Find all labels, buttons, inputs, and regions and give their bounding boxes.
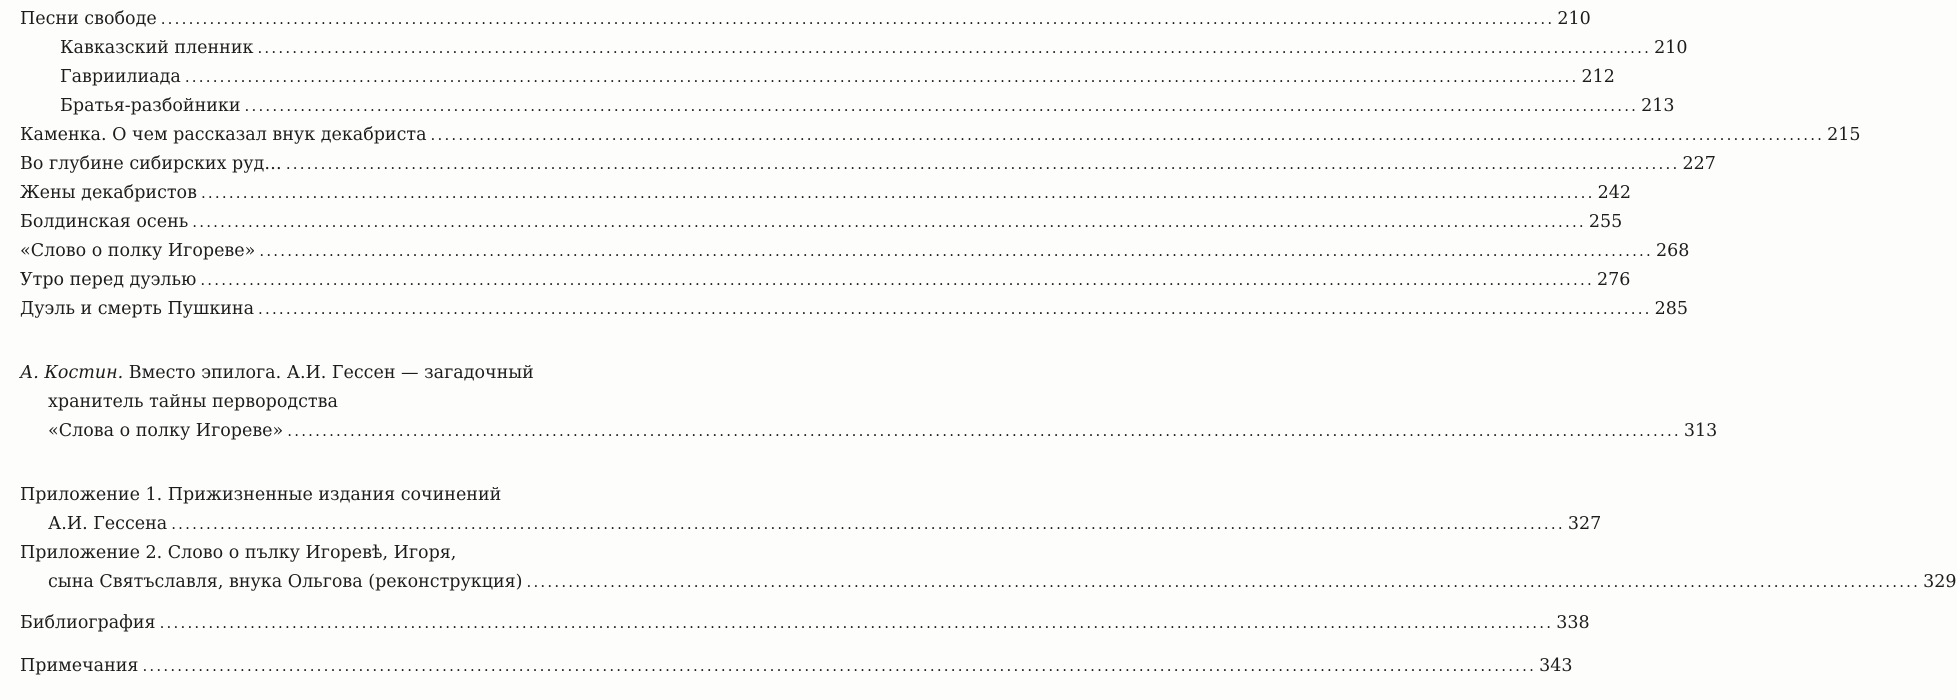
leader-dots: ........................................................................................................................................................................................................ (171, 515, 1565, 533)
notes-entry (20, 647, 1573, 677)
leader-dots: ........................................................................................................................................................................................................ (200, 271, 1594, 289)
leader-dots: ........................................................................................................................................................................................................ (184, 68, 1579, 86)
toc-entry (20, 290, 1689, 320)
toc-subentry (60, 29, 1688, 59)
toc-entry-page: 276 (1596, 270, 1631, 290)
toc-entry-page: 285 (1654, 299, 1689, 319)
leader-dots: ........................................................................................................................................................................................................ (526, 573, 1921, 591)
notes-title: Примечания (20, 656, 139, 676)
leader-dots: ........................................................................................................................................................................................................ (244, 97, 1639, 115)
epilogue-entry-line (48, 412, 1718, 442)
toc-entry-page: 255 (1588, 212, 1623, 232)
toc-entry-title: Во глубине сибирских руд… (20, 154, 282, 174)
leader-dots: ........................................................................................................................................................................................................ (430, 126, 1825, 144)
toc-entry-title: Песни свободе (20, 9, 157, 29)
toc-subentry (60, 58, 1615, 88)
leader-dots: ........................................................................................................................................................................................................ (159, 614, 1554, 632)
toc-entry-page: 227 (1682, 154, 1716, 174)
leader-dots: ........................................................................................................................................................................................................ (192, 213, 1586, 231)
leader-dots: ........................................................................................................................................................................................................ (200, 184, 1595, 202)
appendix2-entry-line (48, 563, 1957, 593)
epilogue-entry-line (20, 354, 594, 384)
leader-dots: ........................................................................................................................................................................................................ (259, 242, 1653, 260)
toc-entry (20, 232, 1690, 262)
appendix2-title-part1: Приложение 2. Слово о пълку Игоревѣ, Игоря, (20, 543, 457, 563)
toc-entry-page: 268 (1655, 241, 1690, 261)
leader-dots: ........................................................................................................................................................................................................ (257, 39, 1652, 57)
bibliography-title: Библиография (20, 613, 156, 633)
toc-entry (20, 261, 1631, 291)
toc-entry-page: 210 (1557, 9, 1591, 29)
epilogue-title-part1: Вместо эпилога. А.И. Гессен — загадочный (128, 363, 534, 383)
appendix2-title-part2: сына Святъславля, внука Ольгова (реконструкция) (48, 572, 523, 592)
toc-entry-title: Жены декабристов (20, 183, 197, 203)
toc-entry-page: 210 (1654, 38, 1688, 58)
toc-entry (20, 203, 1623, 233)
leader-dots: ........................................................................................................................................................................................................ (285, 155, 1680, 173)
toc-entry-page: 242 (1597, 183, 1631, 203)
toc-entry-title: Кавказский пленник (60, 38, 254, 58)
epilogue-title-part2: хранитель тайны первородства (48, 392, 338, 412)
bibliography-entry (20, 604, 1590, 634)
toc-entry (20, 116, 1861, 146)
toc-entry-title: Болдинская осень (20, 212, 189, 232)
leader-dots: ........................................................................................................................................................................................................ (258, 300, 1652, 318)
appendix1-entry-line (20, 476, 594, 506)
bibliography-page: 338 (1556, 613, 1590, 633)
leader-dots: ........................................................................................................................................................................................................ (160, 10, 1555, 28)
epilogue-title-part3: «Слова о полку Игореве» (48, 421, 284, 441)
toc-entry-page: 213 (1641, 96, 1675, 116)
toc-entry (20, 0, 1591, 30)
toc-entry-title: Дуэль и смерть Пушкина (20, 299, 255, 319)
toc-entry-title: Гавриилиада (60, 67, 181, 87)
toc-entry (20, 174, 1631, 204)
toc-entry-page: 215 (1827, 125, 1861, 145)
epilogue-page: 313 (1683, 421, 1718, 441)
epilogue-title-line (20, 362, 534, 384)
toc-entry (20, 145, 1716, 175)
appendix1-title-part2: А.И. Гессена (48, 514, 168, 534)
epilogue-author: А. Костин. (20, 363, 124, 383)
appendix2-entry-line (20, 534, 594, 564)
toc-entry-title: Братья-разбойники (60, 96, 241, 116)
toc-entry-title: «Слово о полку Игореве» (20, 241, 256, 261)
appendix1-title-part1: Приложение 1. Прижизненные издания сочинений (20, 485, 502, 505)
appendix1-entry-line (48, 505, 1602, 535)
toc-entry-page: 212 (1581, 67, 1615, 87)
leader-dots: ........................................................................................................................................................................................................ (142, 657, 1537, 675)
toc-subentry (60, 87, 1675, 117)
toc-entry-title: Каменка. О чем рассказал внук декабриста (20, 125, 427, 145)
leader-dots: ........................................................................................................................................................................................................ (287, 422, 1681, 440)
appendix2-page: 329 (1923, 572, 1957, 592)
appendix1-page: 327 (1567, 514, 1602, 534)
notes-page: 343 (1539, 656, 1573, 676)
epilogue-entry-line (48, 383, 594, 413)
toc-entry-title: Утро перед дуэлью (20, 270, 197, 290)
